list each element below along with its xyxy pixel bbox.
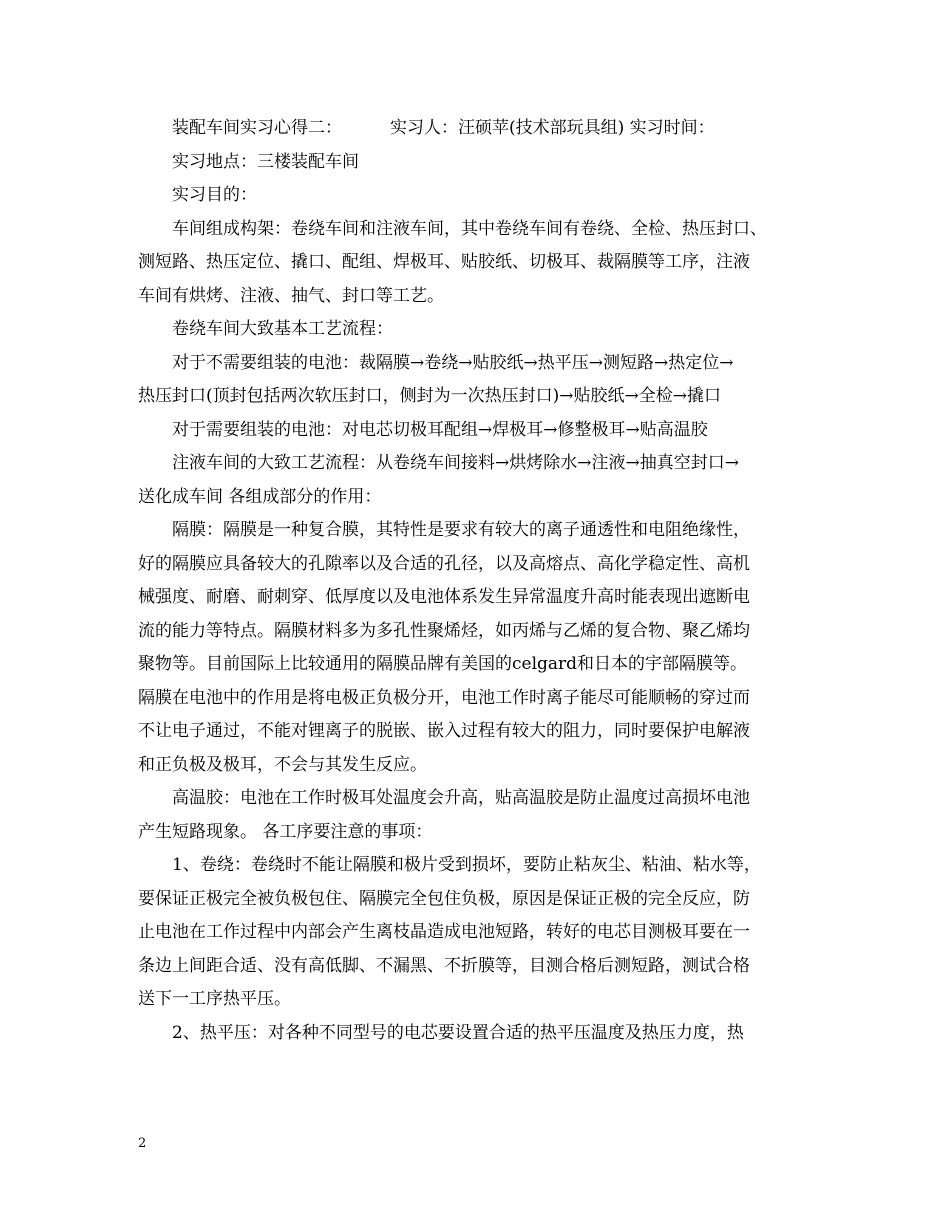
text-line: 车间组成构架：卷绕车间和注液车间，其中卷绕车间有卷绕、全检、热压封口、 [172, 218, 767, 239]
winding-notes-paragraph [138, 849, 828, 1017]
document-body [138, 112, 828, 1050]
no-assembly-process-paragraph [138, 347, 828, 414]
separator-paragraph [138, 514, 828, 782]
injection-process-paragraph [138, 447, 828, 514]
header-line [138, 112, 828, 146]
text-line: 注液车间的大致工艺流程：从卷绕车间接料→烘烤除水→注液→抽真空封口→ [172, 453, 739, 473]
text-line: 聚物等。目前国际上比较通用的隔膜品牌有美国的celgard和日本的宇部隔膜等。 [138, 654, 748, 674]
purpose-heading: 实习目的： [172, 185, 257, 205]
text-line: 送下一工序热平压。 [138, 989, 291, 1009]
text-line: 测短路、热压定位、撬口、配组、焊极耳、贴胶纸、切极耳、裁隔膜等工序，注液 [138, 252, 750, 272]
text-line: 高温胶：电池在工作时极耳处温度会升高，贴高温胶是防止温度过高损坏电池 [172, 788, 750, 808]
text-line: 热压封口(顶封包括两次软压封口，侧封为一次热压封口)→贴胶纸→全检→撬口 [138, 386, 721, 406]
text-line: 要保证正极完全被负极包住、隔膜完全包住负极，原因是保证正极的完全反应，防 [138, 888, 750, 909]
hot-press-line: 2、热平压：对各种不同型号的电芯要设置合适的热平压温度及热压力度，热 [172, 1022, 744, 1043]
text-line: 隔膜：隔膜是一种复合膜，其特性是要求有较大的离子通透性和电阻绝缘性， [172, 520, 750, 540]
text-line: 对于不需要组装的电池：裁隔膜→卷绕→贴胶纸→热平压→测短路→热定位→ [172, 352, 734, 373]
text-line: 好的隔膜应具备较大的孔隙率以及合适的孔径，以及高熔点、高化学稳定性、高机 [138, 553, 750, 574]
text-line: 产生短路现象。 各工序要注意的事项： [138, 821, 433, 842]
text-line: 隔膜在电池中的作用是将电极正负极分开，电池工作时离子能尽可能顺畅的穿过而 [138, 687, 750, 708]
text-line: 止电池在工作过程中内部会产生离枝晶造成电池短路，转好的电芯目测极耳要在一 [138, 922, 750, 942]
page-number: 2 [138, 1136, 147, 1151]
text-line: 车间有烘烤、注液、抽气、封口等工艺。 [138, 285, 444, 306]
winding-process-heading: 卷绕车间大致基本工艺流程： [172, 319, 393, 339]
text-line: 械强度、耐磨、耐刺穿、低厚度以及电池体系发生异常温度升高时能表现出遮断电 [138, 587, 750, 607]
workshop-structure-paragraph [138, 213, 828, 314]
high-temp-tape-paragraph [138, 782, 828, 849]
location-line: 实习地点：三楼装配车间 [172, 151, 359, 172]
text-line: 不让电子通过，不能对锂离子的脱嵌、嵌入过程有较大的阻力，同时要保护电解液 [138, 721, 750, 741]
text-line: 1、卷绕：卷绕时不能让隔膜和极片受到损坏，要防止粘灰尘、粘油、粘水等， [172, 855, 761, 875]
text-line: 流的能力等特点。隔膜材料多为多孔性聚烯烃，如丙烯与乙烯的复合物、聚乙烯均 [138, 620, 750, 641]
text-line: 条边上间距合适、没有高低脚、不漏黑、不折膜等，目测合格后测短路，测试合格 [138, 955, 750, 976]
intern-info-text: 实习人：汪硕苹(技术部玩具组) 实习时间： [390, 118, 715, 138]
assembly-process-line: 对于需要组装的电池：对电芯切极耳配组→焊极耳→修整极耳→贴高温胶 [172, 419, 708, 440]
text-line: 和正负极及极耳，不会与其发生反应。 [138, 754, 427, 775]
title-text: 装配车间实习心得二： [172, 118, 342, 138]
text-line: 送化成车间 各组成部分的作用： [138, 486, 382, 507]
